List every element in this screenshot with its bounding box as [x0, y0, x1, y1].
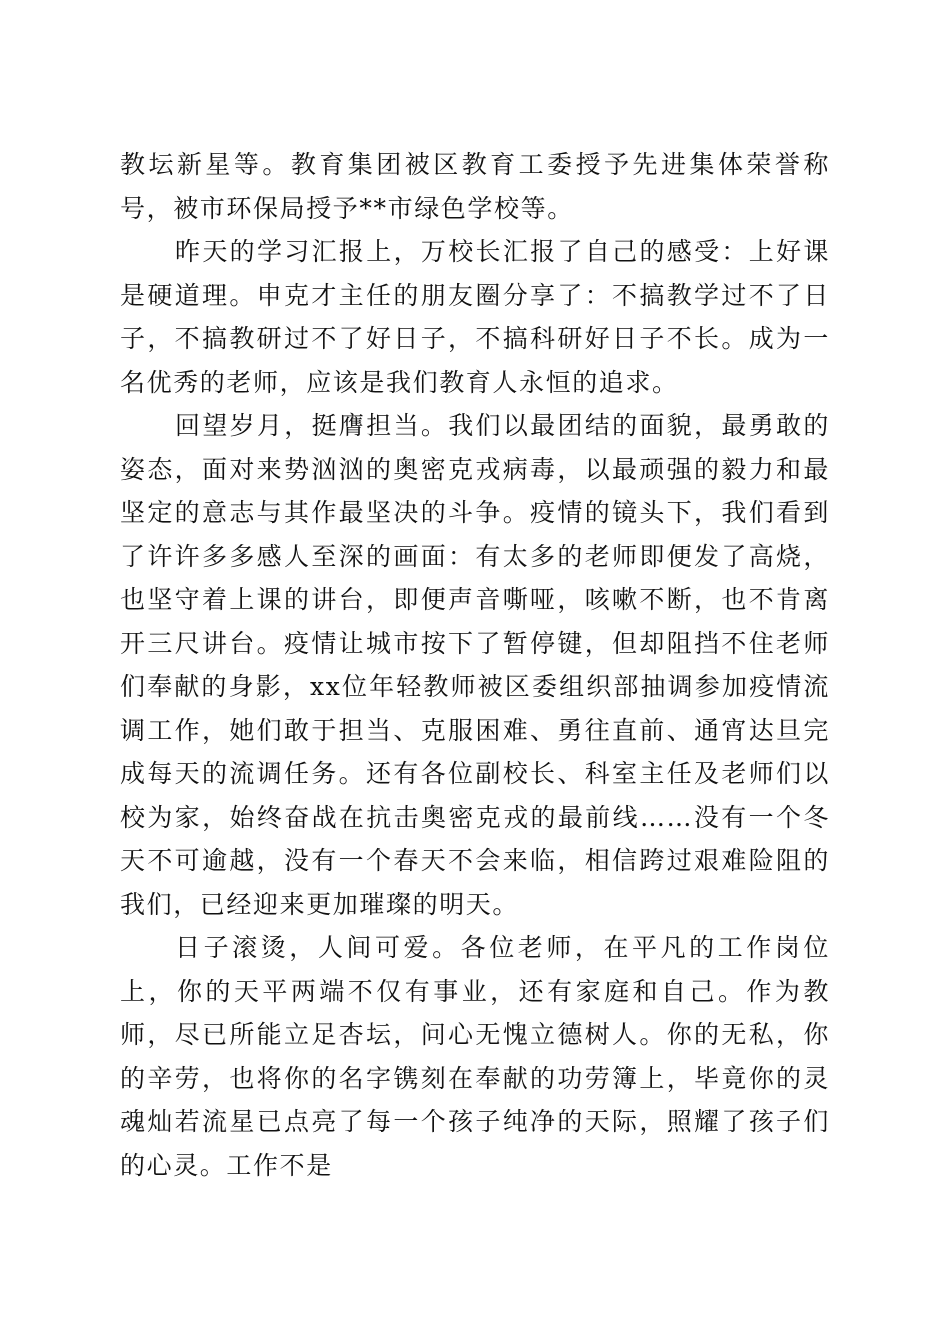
paragraph-1: 教坛新星等。教育集团被区教育工委授予先进集体荣誉称号，被市环保局授予**市绿色学校等。	[120, 150, 830, 223]
paragraph-3: 回望岁月，挺膺担当。我们以最团结的面貌，最勇敢的姿态，面对来势汹汹的奥密克戎病毒，以最顽强的毅力和最坚定的意志与其作最坚决的斗争。疫情的镜头下，我们看到了许许多多感人至深的画面：有太多的老师即便发了高烧，也坚守着上课的讲台，即便声音嘶哑，咳嗽不断，也不肯离开三尺讲台。疫情让城市按下了暂停键，但却阻挡不住老师们奉献的身影，xx位年轻教师被区委组织部抽调参加疫情流调工作，她们敢于担当、克服困难、勇往直前、通宵达旦完成每天的流调任务。还有各位副校长、科室主任及老师们以校为家，始终奋战在抗击奥密克戎的最前线……没有一个冬天不可逾越，没有一个春天不会来临，相信跨过艰难险阻的我们，已经迎来更加璀璨的明天。	[120, 411, 830, 919]
body-text	[120, 143, 830, 1187]
paragraph-4: 日子滚烫，人间可爱。各位老师，在平凡的工作岗位上，你的天平两端不仅有事业，还有家庭和自己。作为教师，尽已所能立足杏坛，问心无愧立德树人。你的无私，你的辛劳，也将你的名字镌刻在奉献的功劳簿上，毕竟你的灵魂灿若流星已点亮了每一个孩子纯净的天际，照耀了孩子们的心灵。工作不是	[120, 933, 830, 1180]
paragraph-2: 昨天的学习汇报上，万校长汇报了自己的感受：上好课是硬道理。申克才主任的朋友圈分享了：不搞教学过不了日子，不搞教研过不了好日子，不搞科研好日子不长。成为一名优秀的老师，应该是我们教育人永恒的追求。	[120, 237, 830, 397]
